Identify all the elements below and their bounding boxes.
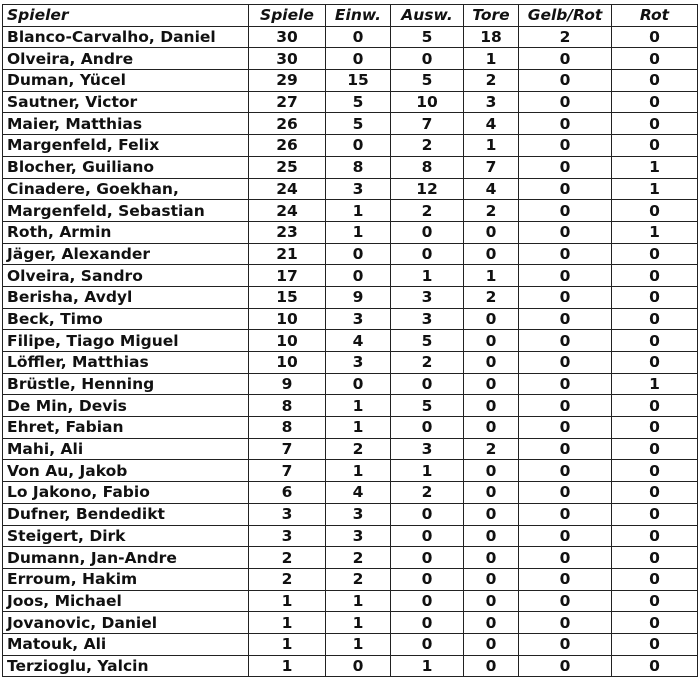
header-tore: Tore bbox=[464, 5, 519, 27]
table-row bbox=[3, 655, 698, 677]
stat-cell-einw: 5 bbox=[326, 113, 391, 135]
stat-cell-einw: 3 bbox=[326, 178, 391, 200]
stat-cell-rot: 0 bbox=[612, 633, 698, 655]
header-einw: Einw. bbox=[326, 5, 391, 27]
stat-cell-tore: 7 bbox=[464, 156, 519, 178]
stat-cell-einw: 4 bbox=[326, 482, 391, 504]
player-name-cell: Blocher, Guiliano bbox=[3, 156, 249, 178]
table-row bbox=[3, 70, 698, 92]
stat-cell-einw: 0 bbox=[326, 265, 391, 287]
stat-cell-rot: 0 bbox=[612, 503, 698, 525]
stat-cell-gelbrot: 0 bbox=[519, 156, 612, 178]
stat-cell-spiele: 10 bbox=[249, 308, 326, 330]
stat-cell-einw: 1 bbox=[326, 612, 391, 634]
stat-cell-tore: 0 bbox=[464, 482, 519, 504]
stat-cell-spiele: 24 bbox=[249, 200, 326, 222]
stat-cell-ausw: 0 bbox=[391, 568, 464, 590]
stat-cell-spiele: 8 bbox=[249, 395, 326, 417]
stat-cell-einw: 1 bbox=[326, 590, 391, 612]
stat-cell-tore: 4 bbox=[464, 113, 519, 135]
stat-cell-rot: 0 bbox=[612, 438, 698, 460]
stat-cell-gelbrot: 0 bbox=[519, 525, 612, 547]
stat-cell-gelbrot: 0 bbox=[519, 438, 612, 460]
stat-cell-rot: 0 bbox=[612, 460, 698, 482]
stat-cell-gelbrot: 0 bbox=[519, 460, 612, 482]
stat-cell-ausw: 3 bbox=[391, 308, 464, 330]
stat-cell-gelbrot: 0 bbox=[519, 308, 612, 330]
stat-cell-gelbrot: 0 bbox=[519, 113, 612, 135]
stat-cell-tore: 1 bbox=[464, 135, 519, 157]
table-row bbox=[3, 26, 698, 48]
stat-cell-tore: 4 bbox=[464, 178, 519, 200]
stat-cell-rot: 0 bbox=[612, 113, 698, 135]
player-name-cell: Margenfeld, Sebastian bbox=[3, 200, 249, 222]
stat-cell-rot: 0 bbox=[612, 525, 698, 547]
player-name-cell: Terzioglu, Yalcin bbox=[3, 655, 249, 677]
stat-cell-ausw: 5 bbox=[391, 330, 464, 352]
stat-cell-tore: 1 bbox=[464, 265, 519, 287]
stat-cell-gelbrot: 0 bbox=[519, 482, 612, 504]
table-row bbox=[3, 243, 698, 265]
table-row bbox=[3, 612, 698, 634]
table-row bbox=[3, 286, 698, 308]
stat-cell-tore: 0 bbox=[464, 503, 519, 525]
stat-cell-tore: 0 bbox=[464, 308, 519, 330]
stat-cell-ausw: 0 bbox=[391, 633, 464, 655]
header-row bbox=[3, 5, 698, 27]
stat-cell-einw: 15 bbox=[326, 70, 391, 92]
stat-cell-ausw: 5 bbox=[391, 26, 464, 48]
stat-cell-ausw: 0 bbox=[391, 243, 464, 265]
table-row bbox=[3, 525, 698, 547]
table-row bbox=[3, 91, 698, 113]
stat-cell-gelbrot: 0 bbox=[519, 265, 612, 287]
table-row bbox=[3, 156, 698, 178]
stat-cell-rot: 0 bbox=[612, 352, 698, 374]
stat-cell-rot: 0 bbox=[612, 265, 698, 287]
stat-cell-rot: 0 bbox=[612, 70, 698, 92]
player-name-cell: Olveira, Sandro bbox=[3, 265, 249, 287]
table-row bbox=[3, 395, 698, 417]
stat-cell-einw: 3 bbox=[326, 352, 391, 374]
player-name-cell: Steigert, Dirk bbox=[3, 525, 249, 547]
stat-cell-ausw: 12 bbox=[391, 178, 464, 200]
stat-cell-spiele: 10 bbox=[249, 330, 326, 352]
stat-cell-gelbrot: 0 bbox=[519, 330, 612, 352]
player-name-cell: Erroum, Hakim bbox=[3, 568, 249, 590]
stat-cell-rot: 0 bbox=[612, 200, 698, 222]
table-row bbox=[3, 633, 698, 655]
stat-cell-ausw: 2 bbox=[391, 352, 464, 374]
stat-cell-gelbrot: 0 bbox=[519, 286, 612, 308]
stat-cell-spiele: 17 bbox=[249, 265, 326, 287]
stat-cell-spiele: 7 bbox=[249, 438, 326, 460]
stat-cell-ausw: 8 bbox=[391, 156, 464, 178]
stat-cell-rot: 0 bbox=[612, 395, 698, 417]
stat-cell-ausw: 0 bbox=[391, 525, 464, 547]
stat-cell-einw: 2 bbox=[326, 438, 391, 460]
table-row bbox=[3, 547, 698, 569]
stat-cell-ausw: 0 bbox=[391, 417, 464, 439]
stat-cell-spiele: 1 bbox=[249, 590, 326, 612]
stat-cell-spiele: 2 bbox=[249, 547, 326, 569]
header-spiele: Spiele bbox=[249, 5, 326, 27]
table-row bbox=[3, 265, 698, 287]
stat-cell-tore: 0 bbox=[464, 547, 519, 569]
stat-cell-ausw: 1 bbox=[391, 460, 464, 482]
player-name-cell: Beck, Timo bbox=[3, 308, 249, 330]
player-name-cell: Lo Jakono, Fabio bbox=[3, 482, 249, 504]
player-name-cell: Brüstle, Henning bbox=[3, 373, 249, 395]
stat-cell-tore: 18 bbox=[464, 26, 519, 48]
table-row bbox=[3, 373, 698, 395]
stat-cell-rot: 0 bbox=[612, 243, 698, 265]
stat-cell-spiele: 1 bbox=[249, 633, 326, 655]
stat-cell-einw: 0 bbox=[326, 655, 391, 677]
player-name-cell: Berisha, Avdyl bbox=[3, 286, 249, 308]
stat-cell-ausw: 3 bbox=[391, 438, 464, 460]
table-row bbox=[3, 178, 698, 200]
stat-cell-rot: 1 bbox=[612, 373, 698, 395]
stat-cell-rot: 1 bbox=[612, 221, 698, 243]
stat-cell-gelbrot: 0 bbox=[519, 243, 612, 265]
stat-cell-ausw: 0 bbox=[391, 373, 464, 395]
stat-cell-ausw: 1 bbox=[391, 265, 464, 287]
stat-cell-spiele: 25 bbox=[249, 156, 326, 178]
stat-cell-rot: 1 bbox=[612, 178, 698, 200]
stat-cell-gelbrot: 0 bbox=[519, 135, 612, 157]
stat-cell-tore: 1 bbox=[464, 48, 519, 70]
stat-cell-gelbrot: 0 bbox=[519, 633, 612, 655]
header-ausw: Ausw. bbox=[391, 5, 464, 27]
stat-cell-rot: 0 bbox=[612, 417, 698, 439]
stat-cell-spiele: 8 bbox=[249, 417, 326, 439]
stat-cell-gelbrot: 0 bbox=[519, 547, 612, 569]
header-rot: Rot bbox=[612, 5, 698, 27]
stat-cell-ausw: 5 bbox=[391, 70, 464, 92]
stat-cell-einw: 0 bbox=[326, 48, 391, 70]
stat-cell-einw: 3 bbox=[326, 503, 391, 525]
player-name-cell: Roth, Armin bbox=[3, 221, 249, 243]
stat-cell-einw: 3 bbox=[326, 308, 391, 330]
player-name-cell: De Min, Devis bbox=[3, 395, 249, 417]
stat-cell-rot: 0 bbox=[612, 135, 698, 157]
stat-cell-tore: 2 bbox=[464, 70, 519, 92]
stat-cell-spiele: 23 bbox=[249, 221, 326, 243]
stat-cell-gelbrot: 0 bbox=[519, 590, 612, 612]
stat-cell-spiele: 26 bbox=[249, 135, 326, 157]
stat-cell-einw: 2 bbox=[326, 568, 391, 590]
table-row bbox=[3, 503, 698, 525]
stat-cell-ausw: 0 bbox=[391, 590, 464, 612]
stat-cell-ausw: 1 bbox=[391, 655, 464, 677]
stat-cell-spiele: 3 bbox=[249, 525, 326, 547]
stat-cell-einw: 5 bbox=[326, 91, 391, 113]
stat-cell-einw: 0 bbox=[326, 135, 391, 157]
stat-cell-gelbrot: 0 bbox=[519, 200, 612, 222]
player-stats-table bbox=[2, 4, 698, 677]
table-row bbox=[3, 113, 698, 135]
stat-cell-tore: 0 bbox=[464, 633, 519, 655]
table-row bbox=[3, 330, 698, 352]
player-name-cell: Jovanovic, Daniel bbox=[3, 612, 249, 634]
table-row bbox=[3, 590, 698, 612]
header-gelbrot: Gelb/Rot bbox=[519, 5, 612, 27]
table-row bbox=[3, 200, 698, 222]
stat-cell-spiele: 1 bbox=[249, 612, 326, 634]
stat-cell-gelbrot: 0 bbox=[519, 503, 612, 525]
player-name-cell: Ehret, Fabian bbox=[3, 417, 249, 439]
player-name-cell: Filipe, Tiago Miguel bbox=[3, 330, 249, 352]
stat-cell-rot: 0 bbox=[612, 568, 698, 590]
stat-cell-tore: 0 bbox=[464, 525, 519, 547]
stat-cell-tore: 0 bbox=[464, 590, 519, 612]
stat-cell-ausw: 0 bbox=[391, 612, 464, 634]
player-name-cell: Cinadere, Goekhan, bbox=[3, 178, 249, 200]
player-name-cell: Duman, Yücel bbox=[3, 70, 249, 92]
stat-cell-einw: 1 bbox=[326, 221, 391, 243]
stat-cell-einw: 1 bbox=[326, 395, 391, 417]
stat-cell-gelbrot: 0 bbox=[519, 655, 612, 677]
stat-cell-rot: 0 bbox=[612, 482, 698, 504]
stat-cell-rot: 0 bbox=[612, 48, 698, 70]
stat-cell-ausw: 3 bbox=[391, 286, 464, 308]
stat-cell-spiele: 3 bbox=[249, 503, 326, 525]
stat-cell-tore: 0 bbox=[464, 460, 519, 482]
stat-cell-gelbrot: 0 bbox=[519, 70, 612, 92]
stat-cell-einw: 4 bbox=[326, 330, 391, 352]
stat-cell-einw: 0 bbox=[326, 243, 391, 265]
stat-cell-einw: 1 bbox=[326, 200, 391, 222]
player-name-cell: Olveira, Andre bbox=[3, 48, 249, 70]
stat-cell-spiele: 15 bbox=[249, 286, 326, 308]
table-row bbox=[3, 460, 698, 482]
stat-cell-einw: 0 bbox=[326, 26, 391, 48]
stat-cell-gelbrot: 0 bbox=[519, 48, 612, 70]
stat-cell-rot: 0 bbox=[612, 286, 698, 308]
stat-cell-einw: 1 bbox=[326, 417, 391, 439]
stat-cell-tore: 0 bbox=[464, 612, 519, 634]
player-name-cell: Joos, Michael bbox=[3, 590, 249, 612]
stat-cell-rot: 0 bbox=[612, 308, 698, 330]
stat-cell-tore: 0 bbox=[464, 221, 519, 243]
stat-cell-rot: 0 bbox=[612, 612, 698, 634]
stat-cell-spiele: 29 bbox=[249, 70, 326, 92]
stat-cell-gelbrot: 0 bbox=[519, 221, 612, 243]
stat-cell-gelbrot: 0 bbox=[519, 178, 612, 200]
player-name-cell: Löffler, Matthias bbox=[3, 352, 249, 374]
stat-cell-einw: 3 bbox=[326, 525, 391, 547]
stat-cell-rot: 0 bbox=[612, 655, 698, 677]
stat-cell-einw: 0 bbox=[326, 373, 391, 395]
stat-cell-gelbrot: 2 bbox=[519, 26, 612, 48]
table-row bbox=[3, 417, 698, 439]
player-name-cell: Dumann, Jan-Andre bbox=[3, 547, 249, 569]
stat-cell-tore: 0 bbox=[464, 395, 519, 417]
player-name-cell: Sautner, Victor bbox=[3, 91, 249, 113]
stat-cell-gelbrot: 0 bbox=[519, 352, 612, 374]
stat-cell-rot: 0 bbox=[612, 590, 698, 612]
stat-cell-rot: 0 bbox=[612, 330, 698, 352]
stat-cell-spiele: 21 bbox=[249, 243, 326, 265]
table-row bbox=[3, 352, 698, 374]
player-name-cell: Maier, Matthias bbox=[3, 113, 249, 135]
player-name-cell: Margenfeld, Felix bbox=[3, 135, 249, 157]
stat-cell-rot: 1 bbox=[612, 156, 698, 178]
stat-cell-einw: 9 bbox=[326, 286, 391, 308]
player-name-cell: Jäger, Alexander bbox=[3, 243, 249, 265]
stat-cell-tore: 2 bbox=[464, 438, 519, 460]
player-name-cell: Matouk, Ali bbox=[3, 633, 249, 655]
table-row bbox=[3, 48, 698, 70]
stat-cell-ausw: 5 bbox=[391, 395, 464, 417]
stat-cell-einw: 1 bbox=[326, 460, 391, 482]
stat-cell-tore: 3 bbox=[464, 91, 519, 113]
stat-cell-einw: 8 bbox=[326, 156, 391, 178]
header-spieler: Spieler bbox=[3, 5, 249, 27]
table-row bbox=[3, 221, 698, 243]
stat-cell-tore: 2 bbox=[464, 200, 519, 222]
stat-cell-tore: 0 bbox=[464, 568, 519, 590]
stat-cell-tore: 0 bbox=[464, 352, 519, 374]
stat-cell-ausw: 2 bbox=[391, 482, 464, 504]
stat-cell-ausw: 0 bbox=[391, 503, 464, 525]
stat-cell-ausw: 0 bbox=[391, 547, 464, 569]
stat-cell-ausw: 7 bbox=[391, 113, 464, 135]
stat-cell-gelbrot: 0 bbox=[519, 91, 612, 113]
stat-cell-ausw: 0 bbox=[391, 48, 464, 70]
stat-cell-gelbrot: 0 bbox=[519, 568, 612, 590]
table-row bbox=[3, 438, 698, 460]
stat-cell-rot: 0 bbox=[612, 91, 698, 113]
stat-cell-spiele: 26 bbox=[249, 113, 326, 135]
table-body bbox=[3, 26, 698, 677]
stat-cell-spiele: 7 bbox=[249, 460, 326, 482]
player-name-cell: Blanco-Carvalho, Daniel bbox=[3, 26, 249, 48]
stat-cell-spiele: 9 bbox=[249, 373, 326, 395]
stat-cell-spiele: 24 bbox=[249, 178, 326, 200]
stat-cell-tore: 2 bbox=[464, 286, 519, 308]
stat-cell-tore: 0 bbox=[464, 330, 519, 352]
stat-cell-spiele: 10 bbox=[249, 352, 326, 374]
stat-cell-gelbrot: 0 bbox=[519, 395, 612, 417]
stat-cell-gelbrot: 0 bbox=[519, 612, 612, 634]
stat-cell-ausw: 2 bbox=[391, 200, 464, 222]
stat-cell-ausw: 2 bbox=[391, 135, 464, 157]
stat-cell-spiele: 1 bbox=[249, 655, 326, 677]
stat-cell-tore: 0 bbox=[464, 373, 519, 395]
player-name-cell: Dufner, Bendedikt bbox=[3, 503, 249, 525]
stat-cell-gelbrot: 0 bbox=[519, 373, 612, 395]
player-name-cell: Mahi, Ali bbox=[3, 438, 249, 460]
stat-cell-spiele: 2 bbox=[249, 568, 326, 590]
stat-cell-spiele: 6 bbox=[249, 482, 326, 504]
stat-cell-rot: 0 bbox=[612, 26, 698, 48]
stat-cell-ausw: 10 bbox=[391, 91, 464, 113]
stat-cell-spiele: 27 bbox=[249, 91, 326, 113]
table-row bbox=[3, 568, 698, 590]
stat-cell-einw: 1 bbox=[326, 633, 391, 655]
table-row bbox=[3, 482, 698, 504]
stat-cell-tore: 0 bbox=[464, 655, 519, 677]
stat-cell-tore: 0 bbox=[464, 243, 519, 265]
stat-cell-gelbrot: 0 bbox=[519, 417, 612, 439]
table-row bbox=[3, 308, 698, 330]
stat-cell-einw: 2 bbox=[326, 547, 391, 569]
player-name-cell: Von Au, Jakob bbox=[3, 460, 249, 482]
stat-cell-tore: 0 bbox=[464, 417, 519, 439]
stat-cell-rot: 0 bbox=[612, 547, 698, 569]
stat-cell-spiele: 30 bbox=[249, 26, 326, 48]
stat-cell-ausw: 0 bbox=[391, 221, 464, 243]
table-row bbox=[3, 135, 698, 157]
stat-cell-spiele: 30 bbox=[249, 48, 326, 70]
